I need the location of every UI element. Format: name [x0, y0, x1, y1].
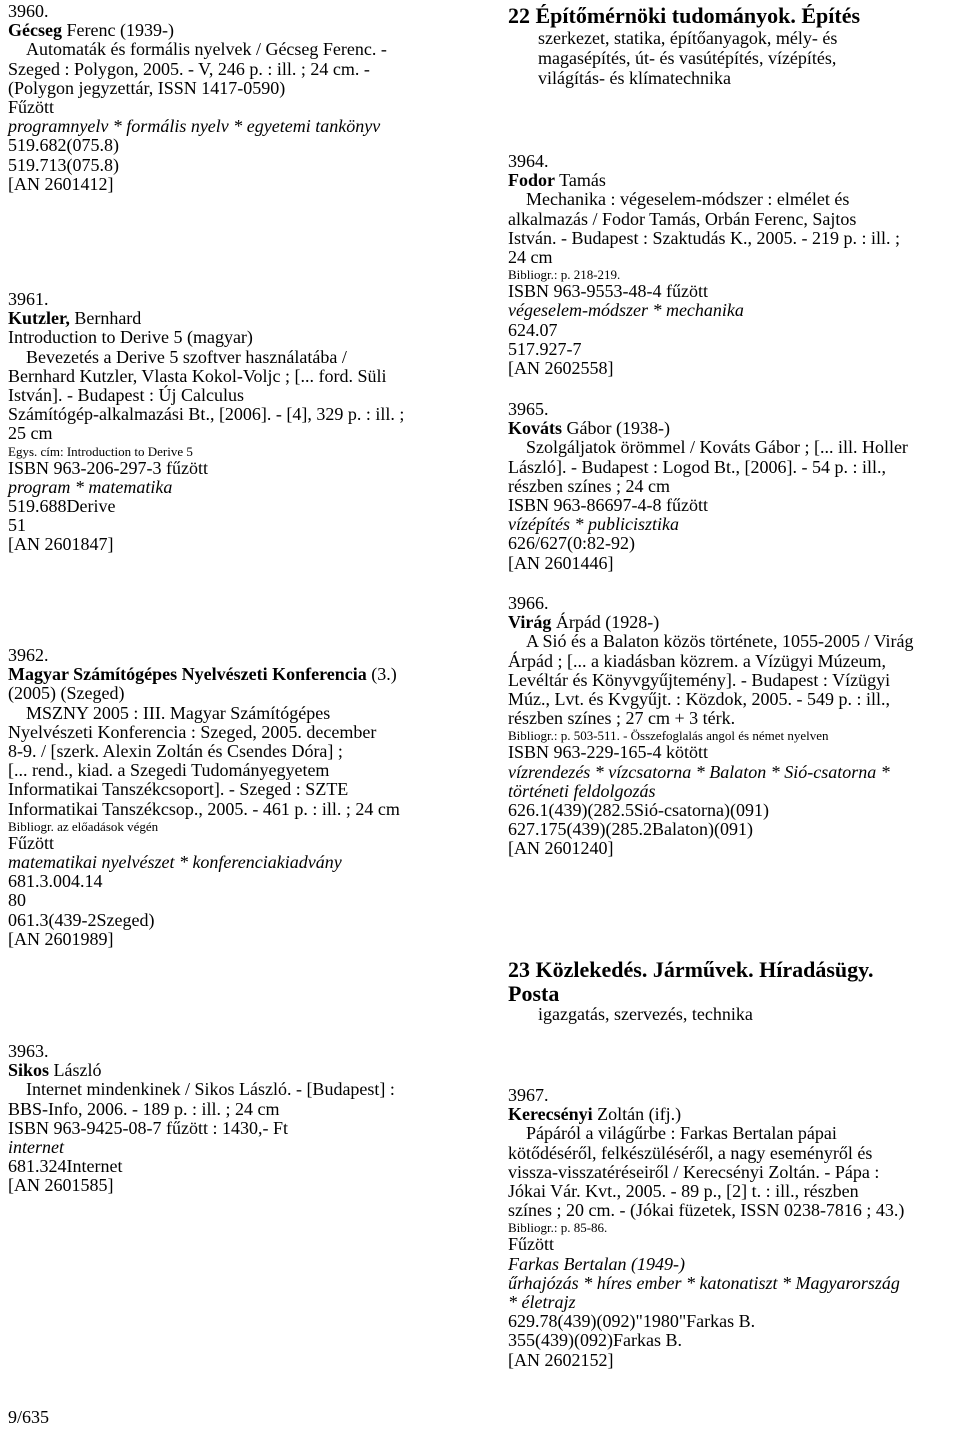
author-surname: Virág	[508, 612, 552, 633]
entry-an: [AN 2601585]	[8, 1175, 114, 1196]
entry-an: [AN 2601446]	[508, 552, 614, 573]
entry-isbn: ISBN 963-9425-08-7 fűzött : 1430,- Ft	[8, 1117, 288, 1138]
entry-title: Pápáról a világűrbe : Farkas Bertalan pápai	[526, 1123, 837, 1144]
entry-an: [AN 2601412]	[8, 173, 114, 194]
section-heading-22: 22 Építőmérnöki tudományok. Építés	[508, 3, 861, 28]
entry-3960	[8, 2, 490, 194]
entry-line: 8-9. / [szerk. Alexin Zoltán és Csendes Dóra] ;	[8, 741, 343, 762]
entry-subjects: űrhajózás * híres ember * katonatiszt * Magyarország	[508, 1272, 900, 1293]
entry-3962	[8, 646, 490, 949]
section-subheading-23	[538, 1004, 753, 1024]
entry-line: vissza-visszatéréseiről / Kerecsényi Zoltán. - Pápa :	[508, 1161, 880, 1182]
entry-isbn: ISBN 963-206-297-3 fűzött	[8, 457, 208, 478]
entry-udc: 519.688Derive	[8, 496, 116, 517]
entry-line: BBS-Info, 2006. - 189 p. : ill. ; 24 cm	[8, 1098, 280, 1119]
section-subheading-22	[538, 28, 837, 88]
entry-note: Bibliogr. az előadások végén	[8, 818, 159, 834]
entry-author	[8, 665, 490, 684]
entry-line: 25 cm	[8, 423, 53, 444]
author-surname: Kutzler,	[8, 308, 70, 329]
author-given: Bernhard	[69, 308, 142, 329]
entry-line: László]. - Budapest : Logod Bt., [2006]. - 54 p. : ill.,	[508, 456, 886, 477]
entry-author	[8, 1061, 490, 1080]
entry-line: kötődéséről, felkészüléséről, a nagy eseményről és	[508, 1142, 873, 1163]
entry-line: István. - Budapest : Szaktudás K., 2005. - 219 p. : ill. ;	[508, 227, 900, 248]
heading-line: 23 Közlekedés. Járművek. Híradásügy.	[508, 957, 874, 982]
entry-line: Számítógép-alkalmazási Bt., [2006]. - [4], 329 p. : ill. ;	[8, 404, 405, 425]
author-surname: Sikos	[8, 1060, 50, 1081]
entry-an: [AN 2602558]	[508, 358, 614, 379]
author-given: Tamás	[555, 170, 606, 191]
author-given: Ferenc (1939-)	[61, 20, 174, 41]
heading-line: Posta	[508, 981, 560, 1006]
entry-subjects: * életrajz	[508, 1292, 576, 1313]
entry-uniform-title: Introduction to Derive 5 (magyar)	[8, 327, 253, 348]
entry-line: részben színes ; 24 cm	[508, 475, 670, 496]
entry-udc: 80	[8, 890, 26, 911]
entry-line: István]. - Budapest : Új Calculus	[8, 385, 244, 406]
entry-line: Szeged : Polygon, 2005. - V, 246 p. : ill. ; 24 cm. -	[8, 58, 370, 79]
entry-number: 3962.	[8, 645, 49, 665]
entry-udc: 51	[8, 515, 26, 536]
entry-line: 24 cm	[508, 247, 553, 268]
entry-an: [AN 2601847]	[8, 534, 114, 555]
entry-udc: 061.3(439-2Szeged)	[8, 909, 155, 930]
entry-udc: 626/627(0:82-92)	[508, 533, 635, 554]
entry-title: Szolgáljatok örömmel / Kováts Gábor ; [... ill. Holler	[526, 437, 908, 458]
section-heading-23	[508, 958, 873, 1006]
entry-number: 3964.	[508, 151, 549, 171]
entry-an: [AN 2602152]	[508, 1349, 614, 1370]
entry-subjects: programnyelv * formális nyelv * egyetemi tankönyv	[8, 116, 381, 137]
entry-number: 3967.	[508, 1085, 549, 1105]
author-surname: Fodor	[508, 170, 555, 191]
entry-line: alkalmazás / Fodor Tamás, Orbán Ferenc, Sajtos	[508, 208, 857, 229]
entry-udc: 519.713(075.8)	[8, 154, 119, 175]
author-given: László	[49, 1060, 102, 1081]
author-rest: (3.)	[366, 664, 397, 685]
entry-title: Automaták és formális nyelvek / Gécseg Ferenc. -	[26, 39, 387, 60]
page-number: 9/635	[8, 1407, 50, 1427]
entry-line: Informatikai Tanszékcsoport]. - Szeged : SZTE	[8, 779, 349, 800]
entry-line: Nyelvészeti Konferencia : Szeged, 2005. december	[8, 721, 377, 742]
entry-udc: 627.175(439)(285.2Balaton)(091)	[508, 819, 753, 840]
entry-3965	[508, 400, 960, 573]
entry-line: színes ; 20 cm. - (Jókai füzetek, ISSN 0238-7816 ; 43.)	[508, 1200, 905, 1221]
entry-line: Múz., Lvt. és Kvgyűjt. : Közdok, 2005. - 549 p. : ill.,	[508, 689, 890, 710]
entry-note: Bibliogr.: p. 218-219.	[508, 267, 621, 283]
entry-3967	[508, 1086, 960, 1370]
entry-3961	[8, 290, 490, 555]
entry-udc: 355(439)(092)Farkas B.	[508, 1330, 682, 1351]
author-surname: Gécseg	[8, 20, 62, 41]
author-corporate: Magyar Számítógépes Nyelvészeti Konferencia	[8, 664, 367, 685]
author-surname: Kerecsényi	[508, 1104, 593, 1125]
author-given: Zoltán (ifj.)	[592, 1104, 682, 1125]
entry-line: Jókai Vár. Kvt., 2005. - 89 p., [2] t. : ill., részben	[508, 1181, 859, 1202]
entry-title: Internet mindenkinek / Sikos László. - [Budapest] :	[26, 1079, 395, 1100]
entry-line: Árpád ; [... a kiadásban közrem. a Vízügyi Múzeum,	[508, 650, 887, 671]
entry-udc: 626.1(439)(282.5Sió-csatorna)(091)	[508, 800, 769, 821]
subheading-line: világítás- és klímatechnika	[538, 68, 731, 88]
entry-isbn: ISBN 963-9553-48-4 fűzött	[508, 281, 708, 302]
entry-3964	[508, 152, 960, 378]
entry-subjects: vízépítés * publicisztika	[508, 514, 679, 535]
entry-author	[8, 21, 490, 40]
entry-subject-person: Farkas Bertalan (1949-)	[508, 1253, 685, 1274]
entry-binding: Fűzött	[8, 832, 55, 853]
entry-line: Levéltár és Könyvgyűjtemény]. - Budapest : Vízügyi	[508, 669, 891, 690]
entry-line: [... rend., kiad. a Szegedi Tudományegyetem	[8, 760, 330, 781]
entry-3963	[8, 1042, 490, 1196]
entry-binding: Fűzött	[8, 97, 55, 118]
author-surname: Kováts	[508, 418, 562, 439]
entry-note: Egys. cím: Introduction to Derive 5	[8, 443, 193, 459]
entry-author	[508, 1105, 960, 1124]
entry-note: Bibliogr.: p. 85-86.	[508, 1220, 608, 1236]
entry-an: [AN 2601989]	[8, 928, 114, 949]
entry-udc: 681.3.004.14	[8, 871, 103, 892]
entry-number: 3966.	[508, 593, 549, 613]
author-given: Árpád (1928-)	[551, 612, 660, 633]
entry-udc: 517.927-7	[508, 338, 582, 359]
entry-line: részben színes ; 27 cm + 3 térk.	[508, 708, 736, 729]
subheading-line: magasépítés, út- és vasútépítés, vízépítés,	[538, 48, 837, 68]
entry-author	[8, 309, 490, 328]
entry-3966	[508, 594, 960, 859]
entry-title: Mechanika : végeselem-módszer : elmélet és	[526, 189, 850, 210]
entry-subjects: vízrendezés * vízcsatorna * Balaton * Sió-csatorna *	[508, 761, 890, 782]
entry-subjects: történeti feldolgozás	[508, 780, 656, 801]
entry-number: 3961.	[8, 289, 49, 309]
entry-isbn: ISBN 963-86697-4-8 fűzött	[508, 495, 708, 516]
entry-udc: 681.324Internet	[8, 1156, 123, 1177]
entry-udc: 629.78(439)(092)"1980"Farkas B.	[508, 1311, 756, 1332]
entry-isbn: ISBN 963-229-165-4 kötött	[508, 742, 708, 763]
entry-author	[508, 613, 960, 632]
author-given: Gábor (1938-)	[562, 418, 670, 439]
entry-author	[508, 171, 960, 190]
subheading-line: igazgatás, szervezés, technika	[538, 1004, 753, 1024]
entry-author	[508, 419, 960, 438]
entry-subjects: program * matematika	[8, 476, 173, 497]
entry-number: 3960.	[8, 1, 49, 21]
entry-title: A Sió és a Balaton közös története, 1055-2005 / Virág	[526, 631, 914, 652]
subheading-line: szerkezet, statika, építőanyagok, mély- és	[538, 28, 838, 48]
entry-subjects: végeselem-módszer * mechanika	[508, 300, 744, 321]
entry-line: (2005) (Szeged)	[8, 683, 125, 704]
entry-line: (Polygon jegyzettár, ISSN 1417-0590)	[8, 77, 286, 98]
entry-line: Informatikai Tanszékcsop., 2005. - 461 p. : ill. ; 24 cm	[8, 798, 400, 819]
entry-an: [AN 2601240]	[508, 838, 614, 859]
entry-subjects: matematikai nyelvészet * konferenciakiadvány	[8, 852, 342, 873]
entry-udc: 624.07	[508, 319, 558, 340]
entry-binding: Fűzött	[508, 1234, 555, 1255]
entry-line: Bernhard Kutzler, Vlasta Kokol-Voljc ; [... ford. Süli	[8, 365, 387, 386]
entry-subjects: internet	[8, 1137, 64, 1158]
entry-number: 3963.	[8, 1041, 49, 1061]
entry-title: Bevezetés a Derive 5 szoftver használatába /	[26, 346, 347, 367]
entry-udc: 519.682(075.8)	[8, 135, 119, 156]
entry-number: 3965.	[508, 399, 549, 419]
entry-title: MSZNY 2005 : III. Magyar Számítógépes	[26, 702, 331, 723]
entry-note: Bibliogr.: p. 503-511. - Összefoglalás angol és német nyelven	[508, 728, 829, 744]
